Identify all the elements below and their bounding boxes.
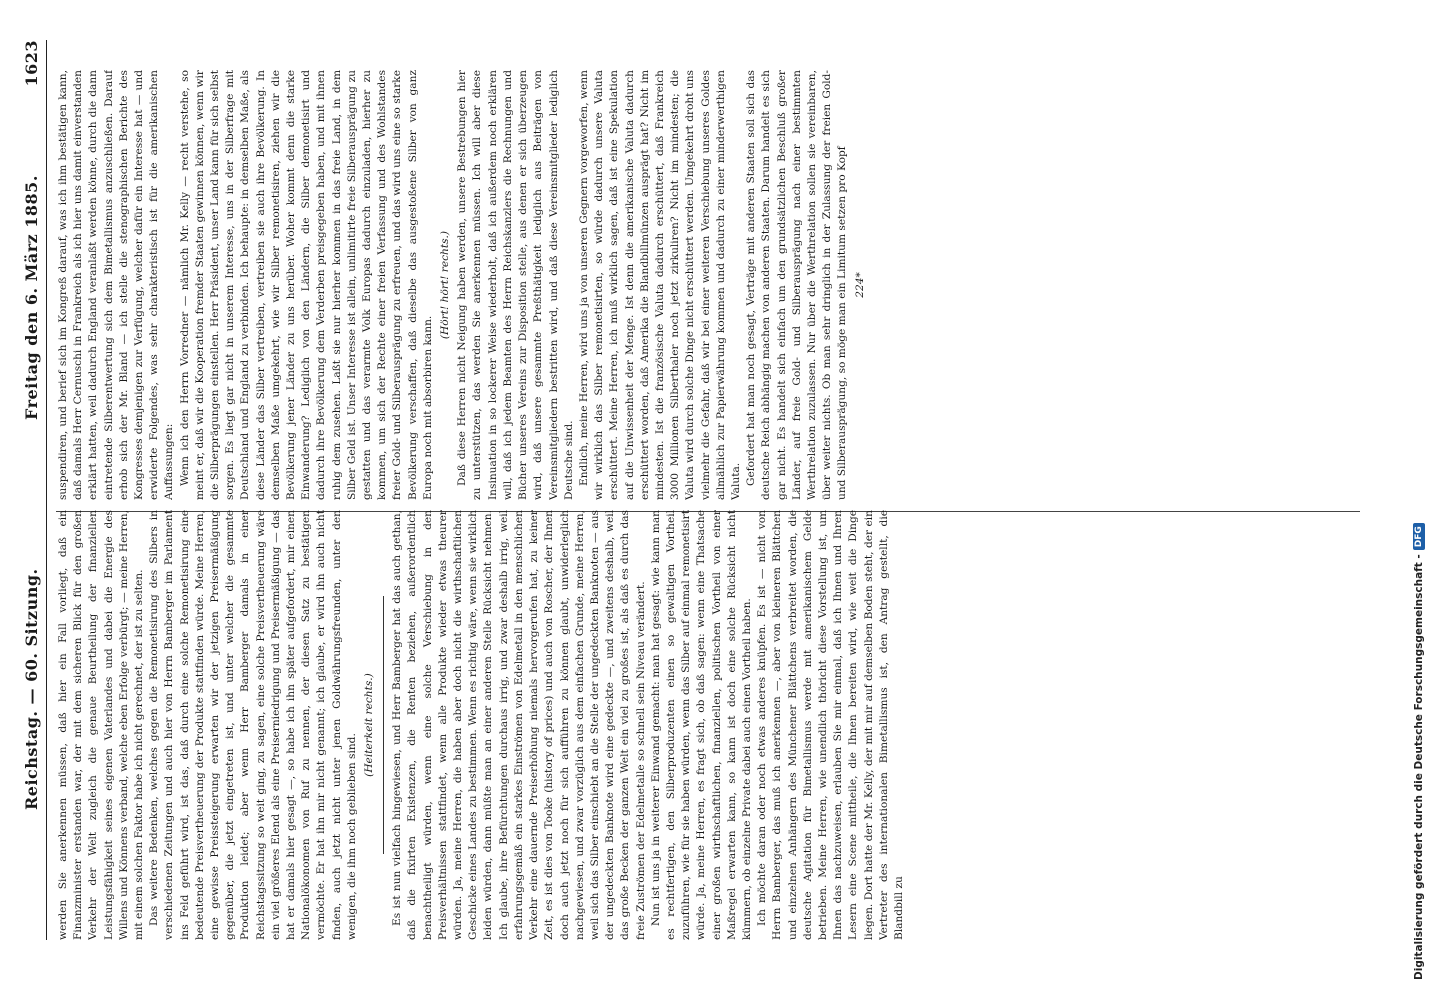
dfg-credit-label: Digitalisierung gefördert durch die Deutsche Forschungsgemeinschaft - (1413, 554, 1425, 980)
header-right (18, 40, 48, 480)
right-paragraph-3: Daß diese Herren nicht Neigung haben werden, unsere Bestrebungen hier zu unterstützen, das werden Sie anerkennen müssen. Ich will aber diese Insinuation in so lockerer Weise wiederholt, daß ich außerdem noch erklären will, daß ich jedem Beamten des Herrn Reichskanzlers die Rechnungen und Bücher unseres Vereins zur Disposition stelle, aus denen er sich überzeugen wird, daß unsere gesammte Preßthätigkeit lediglich aus Beiträgen von Vereinsmitgliedern bestritten wird, und daß diese Vereinsmitglieder lediglich Deutsche sind. (456, 70, 575, 500)
header-left-title: Reichstag. — 60. Sitzung. (22, 568, 41, 810)
header-rule (46, 40, 47, 940)
right-paragraph-1: suspendiren, und berief sich im Kongreß darauf, was ich ihm bestätigen kann, daß damals Herr Cernuschi in Frankreich als ich hier uns damit einverstanden erklärt hatten, weil dadurch England veranlaßt werden könne, durch die dann eintretende Silberentwertung sich dem Bimetallismus anzuschließen. Darauf erhob sich der Mr. Bland — ich stelle die stenographischen Berichte des Kongresses demjenigen zur Verfügung, welcher dafür ein Interesse hat — und erwiderte Folgendes, was sehr charakteristisch ist für die amerikanischen Auffassungen: (57, 70, 176, 500)
right-paragraph-5: Gefordert hat man noch gesagt, Verträge mit anderen Staaten soll sich das deutsche Reich abhängig machen von anderen Staaten. Darum handelt es sich gar nicht. Es handelt sich einfach um den grundsätzlichen Beschluß großer Länder, auf freie Gold- und Silberausprägung nach einer bestimmten Werthrelation zuzulassen. Nur über die Werthrelation sollen sie vereinbaren, über weiter nichts. Ob man sehr dringlich in der Zulassung der freien Gold- und Silberausprägung, so möge man ein Limitum setzen pro Kopf (745, 70, 849, 500)
left-paragraph-5: Ich möchte daran oder noch etwas anderes knüpfen. Es ist — nicht von Herrn Bamberger, das muß ich anerkennen —, aber von kleineren Blättchen und einzelnen Anhängern des Münchener Blättchens verbreitet worden, die deutsche Agitation für Bimetallismus werde mit amerikanischem Gelde betrieben. Meine Herren, wie unendlich thöricht diese Vorstellung ist, um Ihnen das nachzuweisen, erlauben Sie mir einmal, daß ich Ihnen und Ihren Lesern eine Scene mittheile, die Ihnen bereiten wird, wie weit die Dinge liegen. Dort hatte der Mr. Kelly, der mit mir auf demselben Boden steht, der ein Vertreter des internationalen Bimetallismus ist, den Antrag gestellt, die Blandbill zu (756, 510, 905, 940)
left-paragraph-3: Es ist nun vielfach hingewiesen, und Herr Bamberger hat das auch gethan, daß die fixirten Existenzen, die Renten beziehen, außerordentlich benachtheiligt würden, wenn eine solche Verschiebung in den Preisverhältnissen stattfindet, wenn alle Produkte wieder etwas theurer würden. Ja, meine Herren, die haben aber doch nicht die wirthschaftlichen Geschicke eines Landes zu bestimmen. Wenn es richtig wäre, wenn sie wirklich leiden würden, dann müßte man an einer anderen Stelle Rücksicht nehmen. Ich glaube, ihre Befürchtungen durchaus irrig, und zwar deshalb irrig, weil erfahrungsgemäß ein starkes Einströmen von Edelmetall in den menschlichen Verkehr eine dauernde Preiserhöhung niemals hervorgerufen hat, zu keiner Zeit, es ist dies von Tooke (history of prices) und auch von Roscher, der Ihnen doch auch jetzt noch für sich aufführen zu können glaubt, unwiderleglich nachgewiesen, und zwar vorzüglich aus dem einfachen Grunde, meine Herren, weil sich das Silber einschiebt an die Stelle der ungedeckten Banknoten — aus der ungedeckten Banknote wird eine gedeckte —, und zweitens deshalb, weil das große Becken der ganzen Welt ein viel zu großes ist, als daß es durch das freie Zuströmen der Edelmetalle so schnell sein Niveau verändert. (391, 510, 647, 940)
page-number: 1623 (22, 40, 41, 87)
left-paragraph-1: werden Sie anerkennen müssen, daß hier ein Fall vorliegt, daß ein Finanzminister erstanden war, der mit dem sicheren Blick für den großen Verkehr der Welt zugleich die genaue Beurtheilung der finanziellen Leistungsfähigkeit seines eigenen Vaterlandes und dabei die Energie des Willens und Könnens verband, welche eben Erfolge verbürgt; — meine Herren, mit einem solchen Faktor habe ich nicht gerechnet, der ist zu selten. (57, 510, 146, 940)
page-header (18, 40, 48, 940)
left-stage-direction: (Heiterkeit rechts.) (363, 673, 376, 777)
left-column (56, 510, 1360, 940)
left-separator (383, 596, 384, 854)
right-quote-paragraph: Wenn ich den Herrn Vorredner — nämlich Mr. Kelly — recht verstehe, so meint er, daß wir die Kooperation fremder Staaten gewinnen können, wenn wir die Silberprägungen einstellen. Herr Präsident, unser Land kann für sich selbst sorgen. Es liegt gar nicht in unserem Interesse, uns in der Silberfrage mit Deutschland und England zu verbinden. Ich behaupte: in demselben Maße, als diese Länder das Silber vertreiben, vertreiben sie auch ihre Bevölkerung. In demselben Maße umgekehrt, wie wir Silber remonetisiren, ziehen wir die Bevölkerung jener Länder zu uns herüber. Woher kommt denn die starke Einwanderung? Lediglich von den Ländern, die Silber demonetisirt und dadurch ihre Bevölkerung dem Verderben preisgegeben haben, und mit ihnen ruhig dem zusehen. Laßt sie nur hierher kommen in das freie Land, in dem Silber Geld ist. Unser Interesse ist allein, unlimitirte freie Silberausprägung zu gestatten und das verarmte Volk Europas dadurch einzuladen, hierher zu kommen, um sich der Rechte einer freien Verfassung und des Wohlstandes freier Gold- und Silberausprägung zu erfreuen, und das wird uns eine so starke Bevölkerung verschaffen, daß dieselbe das ausgestoßene Silber von ganz Europa noch mit absorbiren kann. (178, 70, 434, 500)
left-paragraph-2: Das weitere Bedenken, welches gegen die Remonetisirung des Silbers in verschiedenen Zeitungen und auch hier von Herrn Bamberger im Parlament ins Feld geführt wird, ist das, daß durch eine solche Remonetisirung eine bedeutende Preisvertheuerung der Produkte stattfinden würde. Meine Herren, eine gewisse Preissteigerung erwarten wir der jetzigen Preisermäßigung gegenüber, die jetzt eingetreten ist, und unter welcher die gesammte Produktion leidet; aber wenn Herr Bamberger damals in einer Reichstagssitzung so weit ging, zu sagen, eine solche Preisvertheuerung wäre ein viel größeres Elend als eine Preiserniedrigung und Preisermäßigung — das hat er damals hier gesagt —, so habe ich ihn später aufgefordert, mir einen Nationalökonomen von Ruf zu nennen, der diesen Satz zu bestätigen vermöchte. Er hat ihn mir nicht genannt; ich glaube, er wird ihn auch nicht finden, auch jetzt nicht unter jenen Goldwährungsfreunden, unter den wenigen, die ihm noch geblieben sind. (148, 510, 358, 940)
dfg-credit (1410, 0, 1428, 1000)
right-column (56, 70, 1360, 500)
header-right-date: Freitag den 6. März 1885. (22, 175, 41, 420)
left-paragraph-4: Nun ist uns ja in weiterer Einwand gemacht: man hat gesagt: wie kann man es rechtfertigen, den Silberproduzenten einen so gewaltigen Vortheil zuzuführen, wie für sie haben würden, wenn das Silber auf einmal remonetisirt würde. Ja, meine Herren, es fragt sich, ob daß sagen: wenn eine Thatsache einer großen wirthschaftlichen, finanziellen, politischen Vortheil von einer Maßregel erwarten kann, so kann ist doch eine solche Rücksicht nicht kümmern, ob einzelne Private dabei auch einen Vortheil haben. (649, 510, 753, 940)
sheet-mark: 224* (853, 272, 866, 298)
right-stage-direction: (Hört! hört! rechts.) (439, 230, 452, 340)
header-left (18, 500, 48, 940)
right-paragraph-4: Endlich, meine Herren, wird uns ja von unseren Gegnern vorgeworfen, wenn wir wirklich das Silber remonetisirten, so würde dadurch unsere Valuta erschüttert. Meine Herren, ich muß wirklich sagen, daß ist eine Spekulation auf die Unwissenheit der Menge. Ist denn die amerikanische Valuta dadurch erschüttert worden, daß Amerika die Blandbillmünzen ausprägt hat? Nicht im mindesten. Ist die französische Valuta dadurch erschüttert, daß Frankreich 3000 Millionen Silberthaler noch jetzt zirkuliren? Nicht im mindesten; die Valuta wird durch solche Dinge nicht erschüttert werden. Umgekehrt droht uns vielmehr die Gefahr, daß wir bei einer weiteren Verschiebung unseres Goldes allmählich zur Papierwährung kommen und dadurch zu einer minderwerthigen Valuta. (577, 70, 742, 500)
dfg-credit-text (1410, 20, 1428, 980)
dfg-logo-badge: DFG (1413, 523, 1425, 550)
